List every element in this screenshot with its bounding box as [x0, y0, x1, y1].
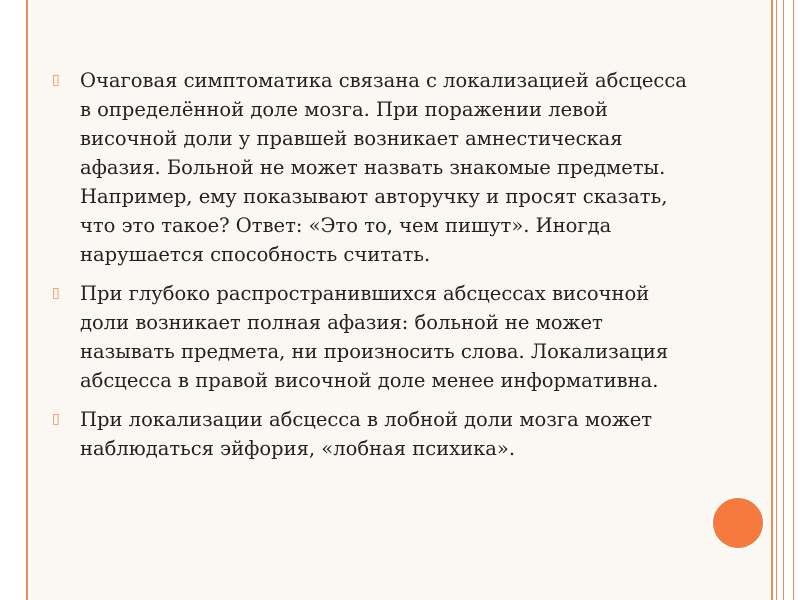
right-border-line [783, 0, 784, 600]
text-line: называть предмета, ни произносить слова. Локализация [80, 340, 669, 363]
bullet-item [52, 66, 702, 269]
bullet-item [52, 279, 702, 395]
text-line: что это такое? Ответ: «Это то, чем пишут». Иногда [80, 214, 612, 237]
left-border-line [26, 0, 28, 600]
bullet-item [52, 405, 702, 463]
text-line: наблюдаться эйфория, «лобная психика». [80, 437, 516, 460]
text-line: височной доли у правшей возникает амнестическая [80, 127, 623, 150]
text-line: доли возникает полная афазия: больной не может [80, 311, 603, 334]
text-line: Например, ему показывают авторучку и просят сказать, [80, 185, 668, 208]
bullet-list [52, 66, 702, 473]
bullet-text [80, 405, 702, 463]
text-line: абсцесса в правой височной доле менее информативна. [80, 369, 659, 392]
decorative-circle [713, 498, 763, 548]
bullet-text [80, 279, 702, 395]
right-border-line [771, 0, 773, 600]
bullet-icon: ▯ [52, 285, 60, 301]
bullet-text [80, 66, 702, 269]
text-line: При глубоко распространившихся абсцессах височной [80, 282, 650, 305]
text-line: афазия. Больной не может назвать знакомые предметы. [80, 156, 666, 179]
right-border-line [776, 0, 777, 600]
right-border-line [793, 0, 794, 600]
bullet-icon: ▯ [52, 411, 60, 427]
bullet-icon: ▯ [52, 72, 60, 88]
text-line: Очаговая симптоматика связана с локализацией абсцесса [80, 69, 687, 92]
text-line: При локализации абсцесса в лобной доли мозга может [80, 408, 653, 431]
text-line: нарушается способность считать. [80, 243, 431, 266]
text-line: в определённой доле мозга. При поражении левой [80, 98, 608, 121]
